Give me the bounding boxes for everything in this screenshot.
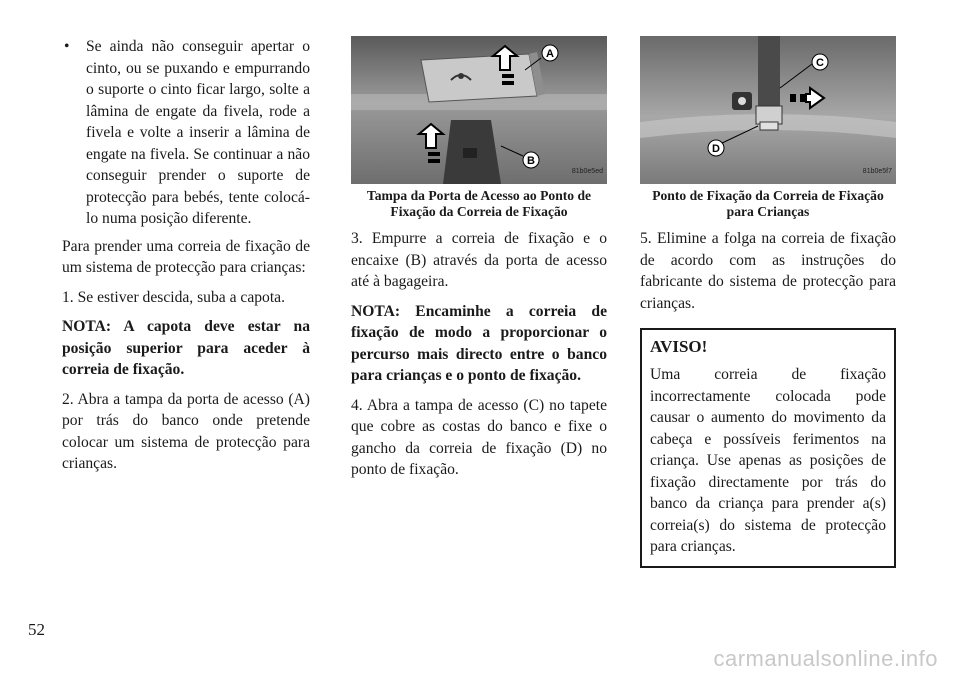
step-3: 3. Empurre a correia de fixação e o encaixe (B) através da porta de acesso até à bagageira.	[351, 230, 607, 290]
right-column	[640, 36, 896, 568]
warning-text: Uma correia de fixação incorrectamente colocada pode causar o aumento do movimento da cabeça e possíveis ferimentos na criança. Use apenas as posições de fixação directamente por trás do banco da criança para prender a(s) correia(s) do sistema de protecção para crianças.	[650, 366, 886, 555]
tether-anchor-illustration	[640, 36, 896, 184]
watermark: carmanualsonline.info	[713, 646, 938, 671]
figure-caption: Ponto de Fixação da Correia de Fixação para Crianças	[652, 188, 884, 219]
note-2: NOTA: Encaminhe a correia de fixação de modo a proporcionar o percurso mais directo entre o banco para crianças e o ponto de fixação.	[351, 302, 607, 384]
bullet-icon: •	[64, 38, 70, 55]
warning-box	[640, 328, 896, 568]
access-door-illustration	[351, 36, 607, 184]
figure-caption: Tampa da Porta de Acesso ao Ponto de Fixação da Correia de Fixação	[366, 188, 592, 219]
step-1: 1. Se estiver descida, suba a capota.	[62, 288, 285, 306]
label-a: A	[546, 48, 554, 60]
step-5: 5. Elimine a folga na correia de fixação de acordo com as instruções do fabricante do sistema de protecção para crianças.	[640, 230, 896, 312]
label-b: B	[527, 155, 535, 167]
note-1: NOTA: A capota deve estar na posição superior para aceder à correia de fixação.	[62, 318, 310, 378]
figure-code: 81b0e5f7	[862, 167, 892, 175]
label-c: C	[816, 57, 824, 69]
access-door-figure	[351, 36, 607, 184]
step-2: 2. Abra a tampa da porta de acesso (A) por trás do banco onde pretende colocar um sistema de protecção para crianças.	[62, 390, 310, 472]
label-d: D	[712, 143, 720, 155]
intro-paragraph: Para prender uma correia de fixação de um sistema de protecção para crianças:	[62, 237, 310, 276]
page-number: 52	[28, 620, 45, 639]
bullet-text: Se ainda não conseguir apertar o cinto, ou se puxando e empurrando o suporte o cinto ficar largo, solte a lâmina de engate da fivela, rode a fivela e volte a inserir a lâmina de engate na fivela. Se continuar a não conseguir prender o suporte de protecção para bebés, tente colocá-lo numa posição diferente.	[86, 38, 310, 227]
tether-anchor-figure	[640, 36, 896, 184]
middle-column	[351, 36, 607, 489]
left-column	[62, 36, 310, 483]
step-4: 4. Abra a tampa de acesso (C) no tapete que cobre as costas do banco e fixe o gancho da correia de fixação (D) no ponto de fixação.	[351, 396, 607, 478]
warning-title: AVISO!	[650, 337, 708, 356]
figure-code: 81b0e5ed	[571, 167, 603, 175]
bullet-paragraph	[62, 36, 310, 230]
